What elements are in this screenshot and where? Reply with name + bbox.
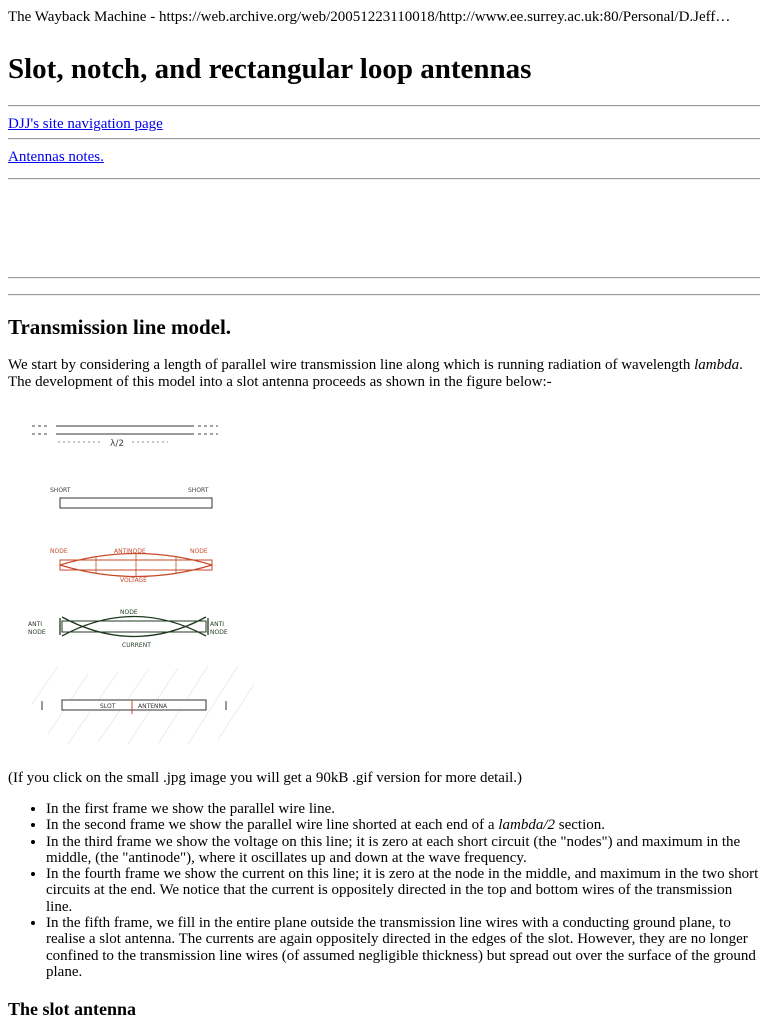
short-label-right: SHORT [188, 487, 209, 494]
list-item: • In the third frame we show the voltage on this line; it is zero at each short circuit (the "nodes") and maximum in the middle, (the "antinode"), where it oscillates up and down at the wave frequency. [46, 834, 760, 867]
slot-antenna-heading: The slot antenna [8, 999, 137, 1019]
divider [8, 178, 760, 180]
frame-shorted-line [50, 487, 212, 508]
site-navigation-link[interactable]: DJJ's site navigation page [8, 116, 163, 132]
node-label-left: NODE [50, 548, 68, 555]
frame-description-list [8, 801, 760, 980]
lambda-label: λ/2 [110, 439, 125, 449]
intro-text: We start by considering a length of parallel wire transmission line along which is running radiation of wavelength [8, 357, 695, 373]
antenna-label: ANTENNA [138, 703, 168, 710]
list-item: • In the first frame we show the parallel wire line. [46, 801, 760, 817]
frame-current [28, 609, 228, 649]
node-label-right: NODE [190, 548, 208, 555]
divider [8, 138, 760, 140]
current-label: CURRENT [122, 642, 151, 649]
anti-label-right: ANTI [210, 621, 225, 628]
list-item-text-end: section. [555, 817, 605, 834]
window-title: The Wayback Machine - https://web.archive.org/web/20051223110018/http://www.ee.surrey.ac.uk:80/Personal/D.Jeff… [8, 9, 731, 25]
divider [8, 294, 760, 296]
node-label-left-current: NODE [28, 629, 46, 636]
intro-paragraph [8, 357, 760, 391]
list-item: • In the fourth frame we show the current on this line; it is zero at the node in the middle, and maximum in the two short circuits at the end. We notice that the current is oppositely directed in the top and bottom wires of the transmission line. [46, 866, 760, 915]
list-item [46, 817, 760, 833]
section-heading: Transmission line model. [8, 315, 232, 339]
divider [8, 105, 760, 107]
antinode-label: ANTINODE [114, 548, 146, 555]
list-item: • In the fifth frame, we fill in the entire plane outside the transmission line wires with a conducting ground plane, to realise a slot antenna. The currents are again oppositely directed in the edges of the slot. However, they are no longer confined to the transmission line wires (of assumed negligible thickness) but spread out over the surface of the ground plane. [46, 915, 760, 980]
transmission-line-figure[interactable] [28, 404, 256, 756]
intro-emphasis: lambda [694, 357, 740, 373]
frame-slot-antenna [32, 666, 254, 744]
node-label-right-current: NODE [210, 629, 228, 636]
antennas-notes-link[interactable]: Antennas notes. [8, 149, 104, 165]
list-item-text: In the second frame we show the parallel wire line shorted at each end of a [46, 817, 499, 834]
frame-parallel-wire [32, 426, 218, 449]
divider [8, 277, 760, 279]
frame-voltage [50, 548, 212, 584]
page-title: Slot, notch, and rectangular loop antennas [8, 53, 532, 85]
voltage-label: VOLTAGE [120, 577, 147, 584]
list-item-emphasis: lambda/2 [498, 817, 555, 834]
short-label-left: SHORT [50, 487, 71, 494]
anti-label-left: ANTI [28, 621, 43, 628]
node-label-middle: NODE [120, 609, 138, 616]
intro-text-end: . The development of this model into a slot antenna proceeds as shown in the figure below:- [8, 357, 743, 390]
slot-label: SLOT [100, 703, 116, 710]
figure-sketch [28, 404, 256, 756]
click-note: (If you click on the small .jpg image you will get a 90kB .gif version for more detail.) [8, 770, 523, 786]
